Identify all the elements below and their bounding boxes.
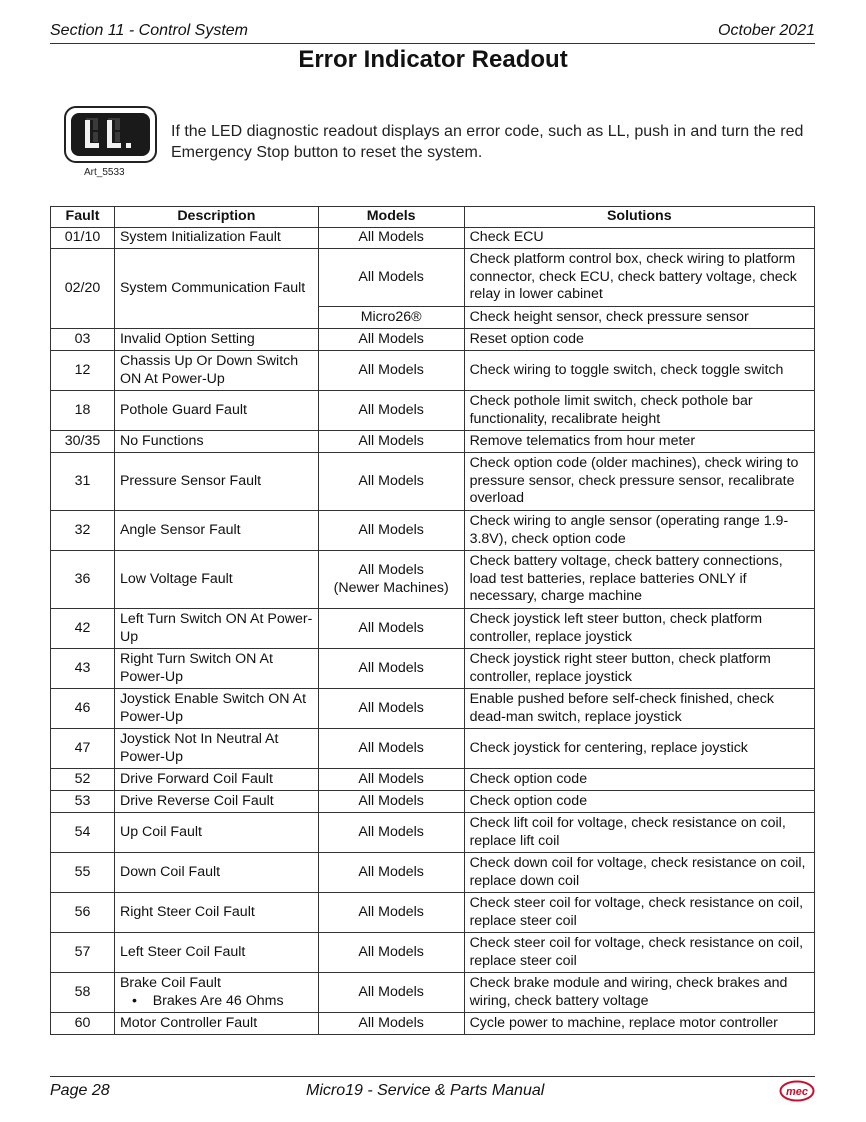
fault-code: 43	[51, 649, 115, 689]
fault-code: 58	[51, 973, 115, 1013]
art-label: Art_5533	[84, 167, 125, 178]
fault-models: All Models	[318, 769, 464, 791]
fault-code: 18	[51, 391, 115, 431]
fault-code: 12	[51, 351, 115, 391]
date-label: October 2021	[718, 22, 815, 39]
fault-description: Motor Controller Fault	[114, 1013, 318, 1035]
table-row	[51, 933, 815, 973]
fault-solution: Check brake module and wiring, check brakes and wiring, check battery voltage	[464, 973, 814, 1013]
fault-description-bullet: • Brakes Are 46 Ohms	[131, 992, 284, 1009]
fault-description: System Communication Fault	[114, 249, 318, 329]
table-row	[51, 551, 815, 609]
fault-solution: Cycle power to machine, replace motor controller	[464, 1013, 814, 1035]
table-row	[51, 729, 815, 769]
fault-code: 42	[51, 609, 115, 649]
fault-models: All Models	[318, 791, 464, 813]
fault-solution: Check option code	[464, 769, 814, 791]
fault-models: All Models	[318, 729, 464, 769]
fault-description: Joystick Enable Switch ON At Power-Up	[114, 689, 318, 729]
table-row	[51, 813, 815, 853]
fault-code: 30/35	[51, 431, 115, 453]
fault-models: All Models	[318, 973, 464, 1013]
fault-description: Pothole Guard Fault	[114, 391, 318, 431]
logo-text: mec	[785, 1086, 809, 1098]
table-row	[51, 351, 815, 391]
fault-solution: Check platform control box, check wiring to platform connector, check ECU, check battery voltage, check relay in lower cabinet	[464, 249, 814, 307]
fault-solution: Check height sensor, check pressure sensor	[464, 307, 814, 329]
fault-solution: Enable pushed before self-check finished, check dead-man switch, replace joystick	[464, 689, 814, 729]
manual-title: Micro19 - Service & Parts Manual	[306, 1082, 545, 1099]
fault-models: All Models	[318, 649, 464, 689]
fault-description: Right Turn Switch ON At Power-Up	[114, 649, 318, 689]
table-row	[51, 453, 815, 511]
bullet-text: Brakes Are 46 Ohms	[152, 992, 284, 1009]
page-title: Error Indicator Readout	[298, 46, 568, 73]
mec-logo-icon	[779, 1080, 815, 1102]
fault-code: 55	[51, 853, 115, 893]
fault-description: Down Coil Fault	[114, 853, 318, 893]
table-row	[51, 1013, 815, 1035]
fault-code: 46	[51, 689, 115, 729]
fault-description: Invalid Option Setting	[114, 329, 318, 351]
fault-solution: Check joystick left steer button, check platform controller, replace joystick	[464, 609, 814, 649]
fault-code: 36	[51, 551, 115, 609]
table-row	[51, 649, 815, 689]
table-row	[51, 973, 815, 1013]
page-footer	[50, 1076, 815, 1103]
fault-code: 03	[51, 329, 115, 351]
fault-description: Up Coil Fault	[114, 813, 318, 853]
fault-code: 31	[51, 453, 115, 511]
fault-solution: Check battery voltage, check battery connections, load test batteries, replace batteries ONLY if necessary, charge machine	[464, 551, 814, 609]
fault-solution: Reset option code	[464, 329, 814, 351]
fault-models: All Models	[318, 933, 464, 973]
led-readout-illustration	[64, 106, 157, 163]
fault-models: All Models	[318, 228, 464, 249]
fault-models: All Models	[318, 329, 464, 351]
col-header-models: Models	[318, 207, 464, 228]
fault-description: System Initialization Fault	[114, 228, 318, 249]
fault-code: 53	[51, 791, 115, 813]
fault-description: Left Steer Coil Fault	[114, 933, 318, 973]
fault-description: Left Turn Switch ON At Power-Up	[114, 609, 318, 649]
fault-solution: Check joystick for centering, replace joystick	[464, 729, 814, 769]
fault-description: Drive Forward Coil Fault	[114, 769, 318, 791]
fault-table	[50, 206, 815, 1035]
col-header-solutions: Solutions	[464, 207, 814, 228]
fault-description	[114, 973, 318, 1013]
fault-solution: Check pothole limit switch, check pothole bar functionality, recalibrate height	[464, 391, 814, 431]
table-row	[51, 249, 815, 307]
fault-models: All Models	[318, 853, 464, 893]
fault-solution: Check down coil for voltage, check resistance on coil, replace down coil	[464, 853, 814, 893]
fault-description: Right Steer Coil Fault	[114, 893, 318, 933]
table-row	[51, 893, 815, 933]
table-row	[51, 791, 815, 813]
fault-models: All Models	[318, 609, 464, 649]
fault-code: 54	[51, 813, 115, 853]
fault-code: 01/10	[51, 228, 115, 249]
led-screen	[71, 113, 150, 156]
fault-models-note: (Newer Machines)	[333, 579, 449, 596]
table-row	[51, 689, 815, 729]
fault-description: Joystick Not In Neutral At Power-Up	[114, 729, 318, 769]
fault-models: All Models	[318, 813, 464, 853]
fault-description: Angle Sensor Fault	[114, 511, 318, 551]
fault-description-main: Brake Coil Fault	[119, 975, 221, 991]
fault-models: All Models	[318, 511, 464, 551]
fault-models: All Models	[318, 351, 464, 391]
intro-text: If the LED diagnostic readout displays an error code, such as LL, push in and turn the red Emergency Stop button to reset the system.	[171, 123, 804, 161]
fault-models: All Models	[318, 431, 464, 453]
fault-models	[318, 551, 464, 609]
table-row	[51, 769, 815, 791]
fault-solution: Check wiring to toggle switch, check toggle switch	[464, 351, 814, 391]
fault-code: 47	[51, 729, 115, 769]
section-label: Section 11 - Control System	[50, 22, 249, 39]
fault-models: All Models	[318, 391, 464, 431]
col-header-description: Description	[114, 207, 318, 228]
fault-models: All Models	[318, 689, 464, 729]
fault-code: 02/20	[51, 249, 115, 329]
fault-models: All Models	[318, 1013, 464, 1035]
fault-solution: Check option code	[464, 791, 814, 813]
table-row	[51, 609, 815, 649]
fault-models: All Models	[318, 453, 464, 511]
fault-description: No Functions	[114, 431, 318, 453]
fault-solution: Check wiring to angle sensor (operating range 1.9-3.8V), check option code	[464, 511, 814, 551]
fault-description: Low Voltage Fault	[114, 551, 318, 609]
fault-models: All Models	[318, 249, 464, 307]
fault-description: Pressure Sensor Fault	[114, 453, 318, 511]
fault-description: Chassis Up Or Down Switch ON At Power-Up	[114, 351, 318, 391]
fault-solution: Remove telematics from hour meter	[464, 431, 814, 453]
fault-solution: Check option code (older machines), check wiring to pressure sensor, check pressure sensor, recalibrate overload	[464, 453, 814, 511]
fault-solution: Check lift coil for voltage, check resistance on coil, replace lift coil	[464, 813, 814, 853]
table-row	[51, 391, 815, 431]
table-row	[51, 228, 815, 249]
page-header	[50, 21, 815, 44]
fault-solution: Check steer coil for voltage, check resistance on coil, replace steer coil	[464, 933, 814, 973]
col-header-fault: Fault	[51, 207, 115, 228]
page-number: Page 28	[50, 1082, 110, 1099]
led-digits-icon	[71, 113, 150, 156]
table-row	[51, 431, 815, 453]
table-row	[51, 511, 815, 551]
fault-code: 52	[51, 769, 115, 791]
fault-code: 57	[51, 933, 115, 973]
fault-models: Micro26®	[318, 307, 464, 329]
table-row	[51, 329, 815, 351]
table-row	[51, 853, 815, 893]
table-header-row	[51, 207, 815, 228]
fault-code: 32	[51, 511, 115, 551]
fault-models: All Models	[318, 893, 464, 933]
fault-solution: Check ECU	[464, 228, 814, 249]
fault-models-main: All Models	[358, 562, 424, 578]
fault-description: Drive Reverse Coil Fault	[114, 791, 318, 813]
fault-code: 60	[51, 1013, 115, 1035]
fault-code: 56	[51, 893, 115, 933]
fault-solution: Check steer coil for voltage, check resistance on coil, replace steer coil	[464, 893, 814, 933]
fault-solution: Check joystick right steer button, check platform controller, replace joystick	[464, 649, 814, 689]
